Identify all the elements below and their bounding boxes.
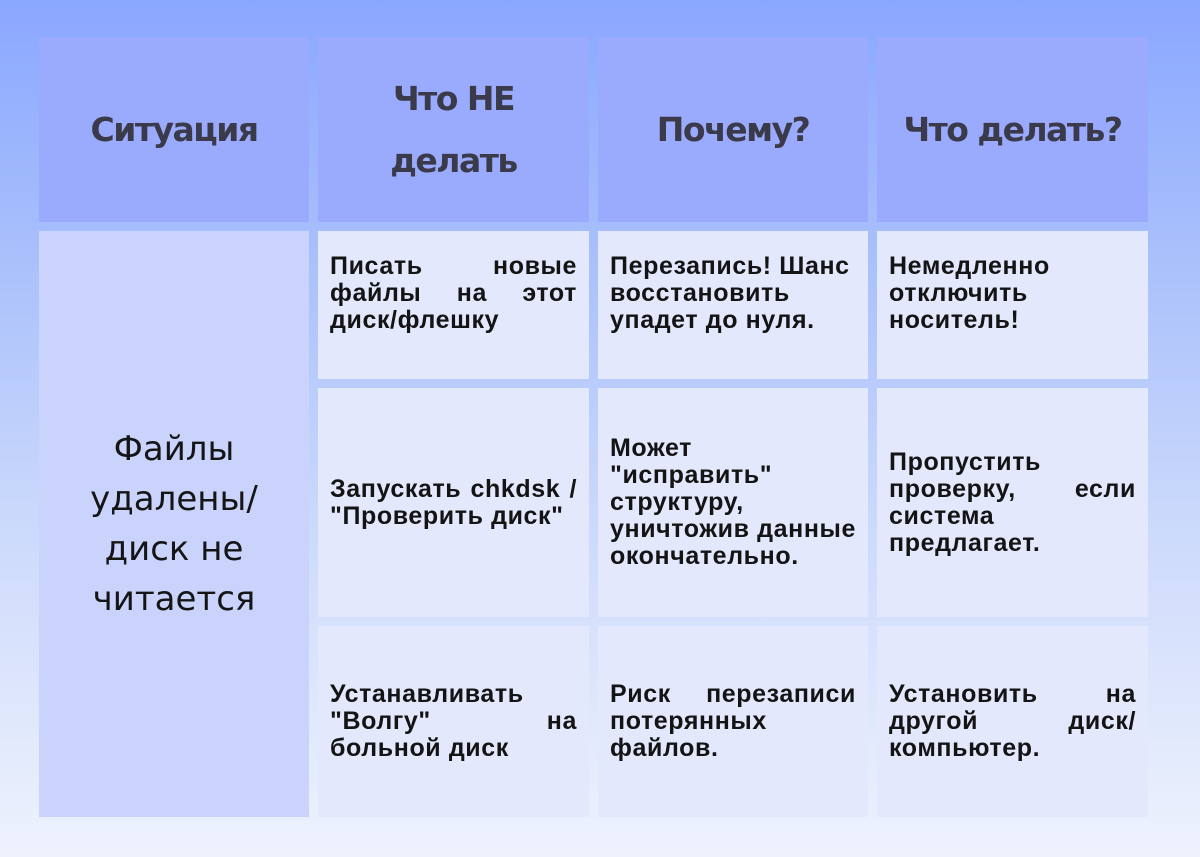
row-2-do-text: Пропустить проверку, если система предлагает. xyxy=(889,447,1136,557)
header-why-label: Почему? xyxy=(656,109,810,149)
row-3-do xyxy=(877,626,1148,817)
row-1-dont-text: Писать новые файлы на этот диск/флешку xyxy=(330,252,577,334)
row-1-do-text: Немедленно отключить носитель! xyxy=(889,252,1050,334)
row-2-dont-text: Запускать chkdsk / "Проверить диск" xyxy=(330,474,577,530)
header-dont-label: Что НЕ делать xyxy=(390,78,517,180)
row-1-do xyxy=(877,231,1148,379)
header-why xyxy=(598,37,868,222)
row-2-dont xyxy=(318,388,589,617)
row-2-why-text: Может "исправить" структуру, уничтожив данные окончательно. xyxy=(610,434,856,570)
row-1-dont xyxy=(318,231,589,379)
row-1-why-text: Перезапись! Шанс восстановить упадет до нуля. xyxy=(610,252,850,334)
row-3-do-text: Установить на другой диск/ компьютер. xyxy=(889,680,1136,762)
row-3-why xyxy=(598,626,868,817)
row-3-dont xyxy=(318,626,589,817)
header-situation xyxy=(39,37,309,222)
row-3-dont-text: Устанавливать "Волгу" на больной диск xyxy=(330,680,577,762)
header-dont xyxy=(318,37,589,222)
header-situation-label: Ситуация xyxy=(90,109,258,149)
row-3-why-text: Риск перезаписи потерянных файлов. xyxy=(610,680,856,762)
header-do xyxy=(877,37,1148,222)
header-do-label: Что делать? xyxy=(903,109,1122,149)
situation-text: Файлы удалены/ диск не читается xyxy=(90,429,258,619)
row-2-do xyxy=(877,388,1148,617)
row-1-why xyxy=(598,231,868,379)
situation-cell xyxy=(39,231,309,817)
row-2-why xyxy=(598,388,868,617)
